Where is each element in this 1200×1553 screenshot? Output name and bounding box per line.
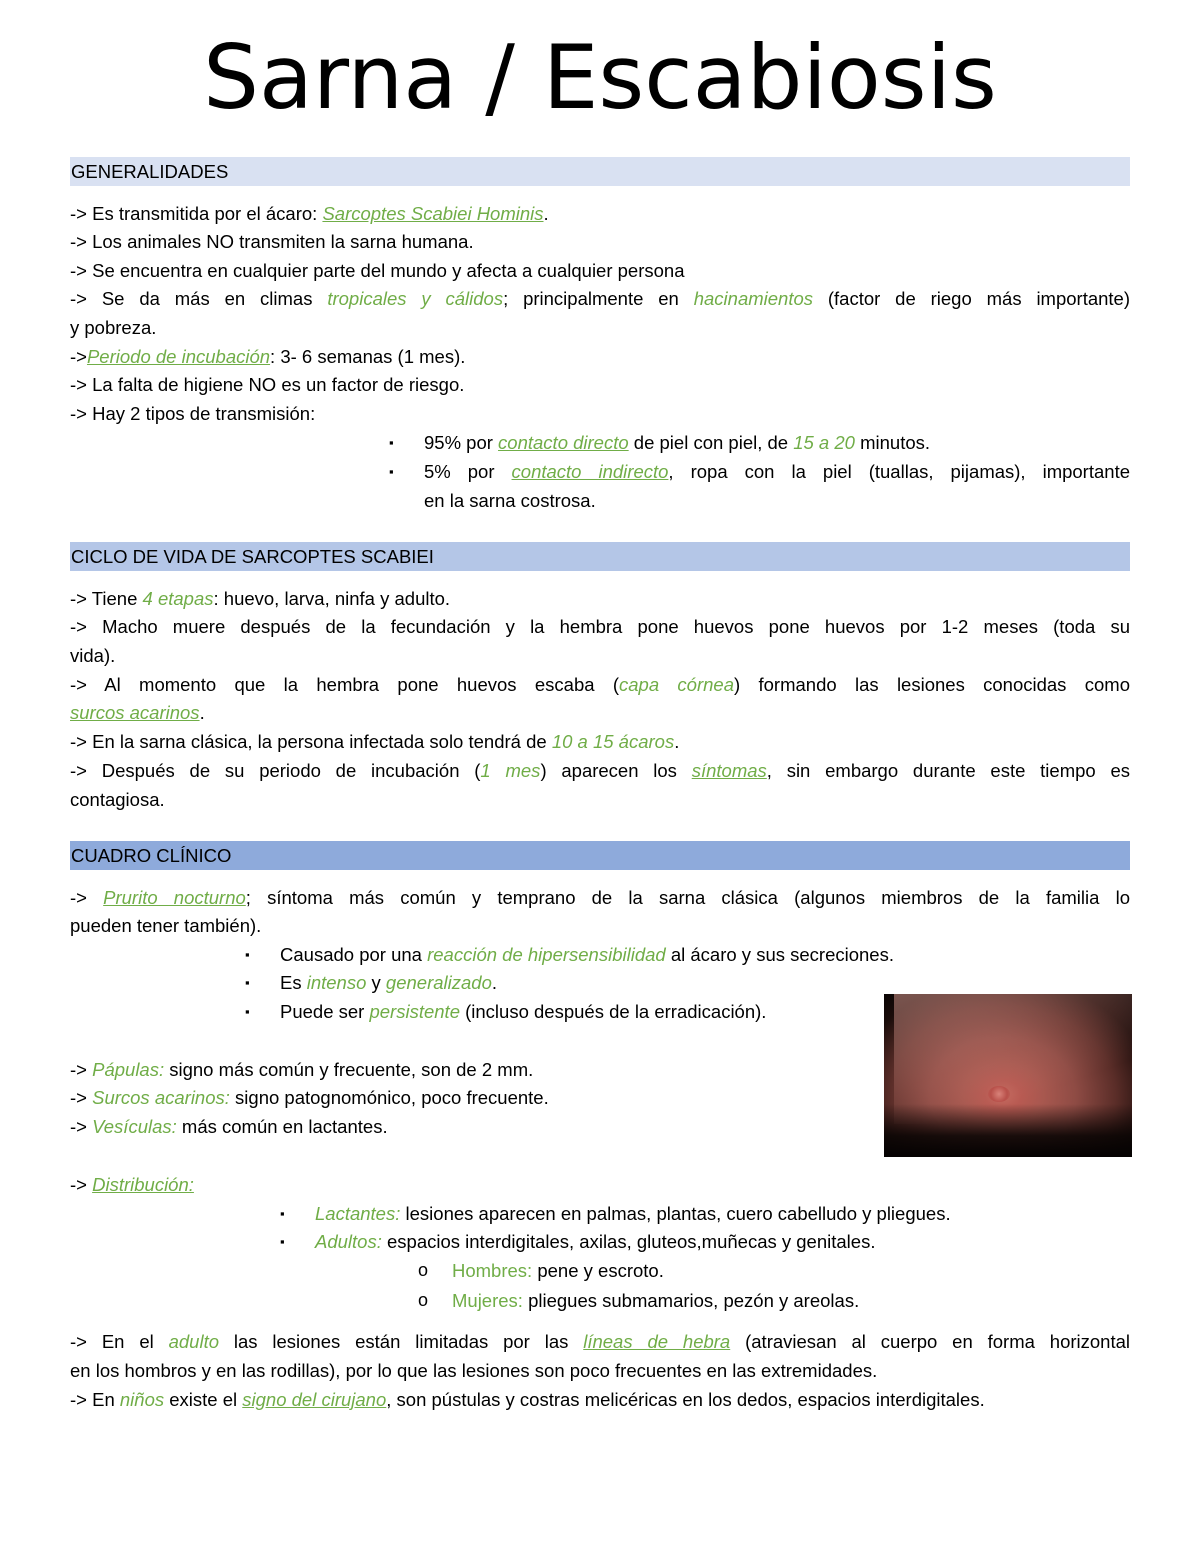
highlight-term: intenso [306, 972, 367, 993]
highlight-term: contacto indirecto [511, 461, 669, 482]
highlight-term: Mujeres: [452, 1290, 523, 1311]
text-line: -> Surcos acarinos: signo patognomónico, poco frecuente. [70, 1087, 549, 1108]
text-line: ->Periodo de incubación: 3- 6 semanas (1 mes). [70, 346, 466, 367]
text-line: en los hombros y en las rodillas), por lo que las lesiones son poco frecuentes en las extremidades. [70, 1360, 878, 1381]
text-line: -> La falta de higiene NO es un factor de riesgo. [70, 374, 465, 395]
square-bullet-icon: ▪ [280, 1206, 285, 1221]
text-line: -> Es transmitida por el ácaro: Sarcoptes Scabiei Hominis. [70, 203, 549, 224]
text-line: -> Se da más en climas tropicales y cálidos; principalmente en hacinamientos (factor de riego más importante) [70, 288, 1131, 309]
list-item: 95% por contacto directo de piel con piel, de 15 a 20 minutos. [424, 432, 931, 453]
text-line: contagiosa. [70, 789, 165, 810]
highlight-term: surcos acarinos [70, 702, 200, 723]
highlight-term: 4 etapas [142, 588, 214, 609]
text-line: -> Después de su periodo de incubación (1 mes) aparecen los síntomas, sin embargo durante este tiempo es [70, 760, 1131, 781]
highlight-term: Hombres: [452, 1260, 533, 1281]
highlight-term: Distribución: [92, 1174, 194, 1195]
list-item-continuation: en la sarna costrosa. [424, 490, 596, 511]
highlight-term: contacto directo [498, 432, 629, 453]
square-bullet-icon: ▪ [389, 435, 394, 450]
text-line: -> En niños existe el signo del cirujano, son pústulas y costras melicéricas en los dedos, espacios interdigitales. [70, 1389, 985, 1410]
text-line: -> Se encuentra en cualquier parte del mundo y afecta a cualquier persona [70, 260, 685, 281]
list-item: Es intenso y generalizado. [280, 972, 498, 993]
highlight-term: Surcos acarinos: [92, 1087, 230, 1108]
text-line: surcos acarinos. [70, 702, 205, 723]
square-bullet-icon: ▪ [389, 464, 394, 479]
highlight-term: Pápulas: [92, 1059, 165, 1080]
section-heading-cuadro-clinico: CUADRO CLÍNICO [70, 841, 1130, 870]
list-item: 5% por contacto indirecto, ropa con la piel (tuallas, pijamas), importante [424, 461, 1130, 482]
text-line: -> Prurito nocturno; síntoma más común y temprano de la sarna clásica (algunos miembros de la familia lo [70, 887, 1130, 908]
text-line: -> Al momento que la hembra pone huevos escaba (capa córnea) formando las lesiones conocidas como [70, 674, 1130, 695]
highlight-term: capa córnea [619, 674, 735, 695]
highlight-term: 1 mes [480, 760, 541, 781]
highlight-term: adulto [168, 1331, 219, 1352]
highlight-term: líneas de hebra [583, 1331, 731, 1352]
page-title: Sarna / Escabiosis [203, 26, 997, 129]
text-line: -> En la sarna clásica, la persona infectada solo tendrá de 10 a 15 ácaros. [70, 731, 680, 752]
sub-list-item: Hombres: pene y escroto. [452, 1260, 664, 1281]
highlight-term: signo del cirujano [242, 1389, 387, 1410]
highlight-term: Lactantes: [315, 1203, 401, 1224]
text-line: -> Vesículas: más común en lactantes. [70, 1116, 388, 1137]
text-line: vida). [70, 645, 116, 666]
text-line: -> Los animales NO transmiten la sarna humana. [70, 231, 474, 252]
list-item: Causado por una reacción de hipersensibilidad al ácaro y sus secreciones. [280, 944, 894, 965]
square-bullet-icon: ▪ [245, 1004, 250, 1019]
highlight-term: niños [119, 1389, 165, 1410]
square-bullet-icon: ▪ [245, 947, 250, 962]
highlight-term: tropicales y cálidos [327, 288, 504, 309]
highlight-term: generalizado [385, 972, 492, 993]
highlight-term: reacción de hipersensibilidad [427, 944, 666, 965]
highlight-term: persistente [369, 1001, 460, 1022]
text-line: -> En el adulto las lesiones están limitadas por las líneas de hebra (atraviesan al cuerpo en forma horizontal [70, 1331, 1130, 1352]
highlight-term: Vesículas: [92, 1116, 177, 1137]
highlight-term: 10 a 15 ácaros [551, 731, 675, 752]
circle-bullet-icon: o [418, 1290, 429, 1310]
square-bullet-icon: ▪ [280, 1234, 285, 1249]
square-bullet-icon: ▪ [245, 975, 250, 990]
text-line: -> Hay 2 tipos de transmisión: [70, 403, 316, 424]
section-heading-generalidades: GENERALIDADES [70, 157, 1130, 186]
list-item: Lactantes: lesiones aparecen en palmas, plantas, cuero cabelludo y pliegues. [315, 1203, 951, 1224]
highlight-term: Sarcoptes Scabiei Hominis [322, 203, 544, 224]
section-heading-ciclo: CICLO DE VIDA DE SARCOPTES SCABIEI [70, 542, 1130, 571]
circle-bullet-icon: o [418, 1260, 429, 1280]
text-line: -> Tiene 4 etapas: huevo, larva, ninfa y adulto. [70, 588, 451, 609]
highlight-term: Periodo de incubación [86, 346, 271, 367]
highlight-term: Prurito nocturno [103, 887, 246, 908]
highlight-term: hacinamientos [693, 288, 814, 309]
list-item: Puede ser persistente (incluso después de la erradicación). [280, 1001, 767, 1022]
text-line: -> Macho muere después de la fecundación y la hembra pone huevos pone huevos por 1-2 meses (toda su [70, 616, 1130, 637]
sub-list-item: Mujeres: pliegues submamarios, pezón y areolas. [452, 1290, 860, 1311]
text-line: pueden tener también). [70, 915, 262, 936]
text-line: y pobreza. [70, 317, 157, 338]
list-item: Adultos: espacios interdigitales, axilas, gluteos,muñecas y genitales. [315, 1231, 876, 1252]
text-line: -> Distribución: [70, 1174, 194, 1195]
text-line: -> Pápulas: signo más común y frecuente, son de 2 mm. [70, 1059, 534, 1080]
highlight-term: 15 a 20 [793, 432, 855, 453]
highlight-term: Adultos: [315, 1231, 382, 1252]
highlight-term: síntomas [691, 760, 767, 781]
